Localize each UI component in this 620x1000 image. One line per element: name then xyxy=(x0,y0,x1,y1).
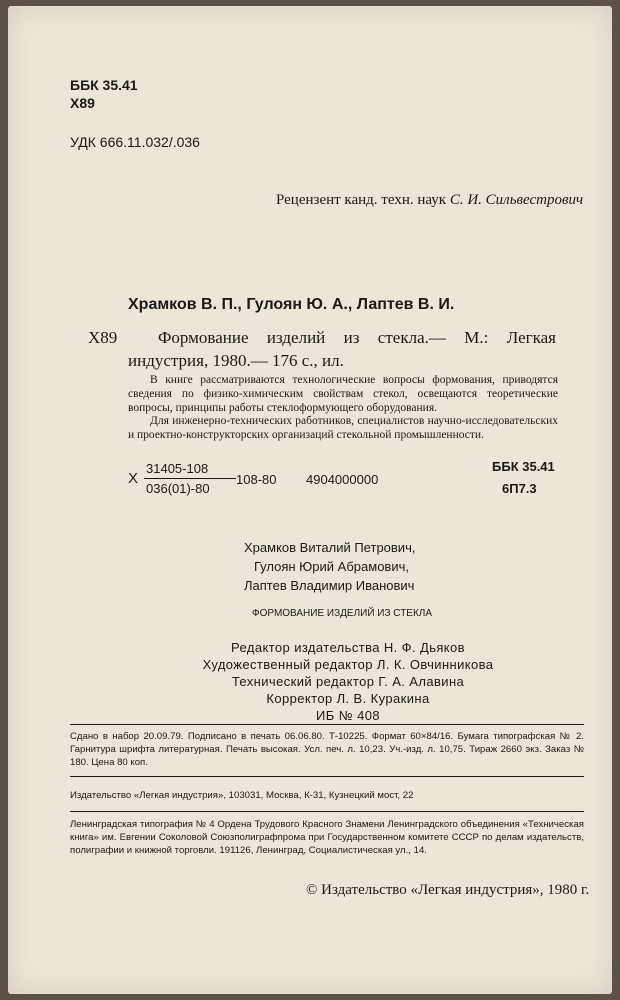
title-code: Х89 xyxy=(88,328,118,347)
fraction-bar xyxy=(144,478,236,479)
index-denominator: 036(01)-80 xyxy=(146,481,210,496)
index-letter: Х xyxy=(128,470,139,487)
reviewer-prefix: Рецензент канд. техн. наук xyxy=(276,192,447,208)
ib-number: ИБ № 408 xyxy=(316,708,380,723)
title-caps: ФОРМОВАНИЕ ИЗДЕЛИЙ ИЗ СТЕКЛА xyxy=(252,608,433,619)
title-line-1: Формование изделий из стекла.— М.: Легкая xyxy=(158,328,556,347)
copyright: © Издательство «Легкая индустрия», 1980 г. xyxy=(306,882,590,898)
full-name-3: Лаптев Владимир Иванович xyxy=(244,578,415,593)
bbk-code: ББК 35.41 xyxy=(70,77,138,93)
abstract-paragraph-2: Для инженерно-технических работников, специалистов научно-исследовательских и проектно-конструкторских организаций стекольной промышленности. xyxy=(128,415,558,442)
author-code: Х89 xyxy=(70,95,95,111)
index-suffix: 108-80 xyxy=(236,472,277,487)
publisher-info xyxy=(70,789,584,802)
print-info xyxy=(70,730,584,769)
printer-info xyxy=(70,818,584,857)
full-name-2: Гулоян Юрий Абрамович, xyxy=(254,559,409,574)
publisher-text: Издательство «Легкая индустрия», 103031, Москва, К-31, Кузнецкий мост, 22 xyxy=(70,790,414,801)
index-code: 4904000000 xyxy=(306,472,379,487)
authors-line: Храмков В. П., Гулоян Ю. А., Лаптев В. И. xyxy=(128,296,455,313)
bbk-right-line-1: ББК 35.41 xyxy=(492,459,555,474)
full-names xyxy=(244,538,415,595)
bbk-right xyxy=(492,457,555,496)
editors-block xyxy=(168,639,528,724)
divider-1 xyxy=(70,724,584,725)
bbk-right-line-2: 6П7.3 xyxy=(502,481,537,496)
abstract-paragraph-1: В книге рассматриваются технологические вопросы формования, приводятся сведения по физико-химическим свойствам стекол, освещаются теоретические вопросы, принципы работы стеклоформующего оборудования. xyxy=(128,374,558,414)
printer-text: Ленинградская типография № 4 Ордена Трудового Красного Знамени Ленинградского объединения «Техническая книга» им. Евгении Соколовой Союзполиграфпрома при Государственном комитете СССР по делам издательств, полиграфии и книжной торговли. 191126, Ленинград, Социалистическая ул., 14. xyxy=(70,819,584,856)
bbk-header xyxy=(70,76,138,112)
udk-code: УДК 666.11.032/.036 xyxy=(70,134,200,150)
editor-line-3: Технический редактор Г. А. Алавина xyxy=(231,674,465,689)
editor-line-4: Корректор Л. В. Куракина xyxy=(266,691,430,706)
editor-line-2: Художественный редактор Л. К. Овчинникова xyxy=(202,657,494,672)
reviewer-line xyxy=(276,192,583,209)
full-name-1: Храмков Виталий Петрович, xyxy=(244,540,416,555)
divider-3 xyxy=(70,811,584,812)
divider-2 xyxy=(70,776,584,777)
print-info-text: Сдано в набор 20.09.79. Подписано в печать 06.06.80. Т-10225. Формат 60×84/16. Бумага типографская № 2. Гарнитура шрифта литературная. Печать высокая. Усл. печ. л. 10,23. Уч.-изд. л. 10,75. Тираж 2660 экз. Заказ № 180. Цена 80 коп. xyxy=(70,731,584,768)
editor-line-1: Редактор издательства Н. Ф. Дьяков xyxy=(231,640,465,655)
book-page xyxy=(8,6,612,994)
abstract xyxy=(128,374,558,443)
reviewer-name: С. И. Сильвестрович xyxy=(449,192,584,208)
index-numerator: 31405-108 xyxy=(146,461,209,476)
title-line-2: индустрия, 1980.— 176 с., ил. xyxy=(128,351,344,370)
